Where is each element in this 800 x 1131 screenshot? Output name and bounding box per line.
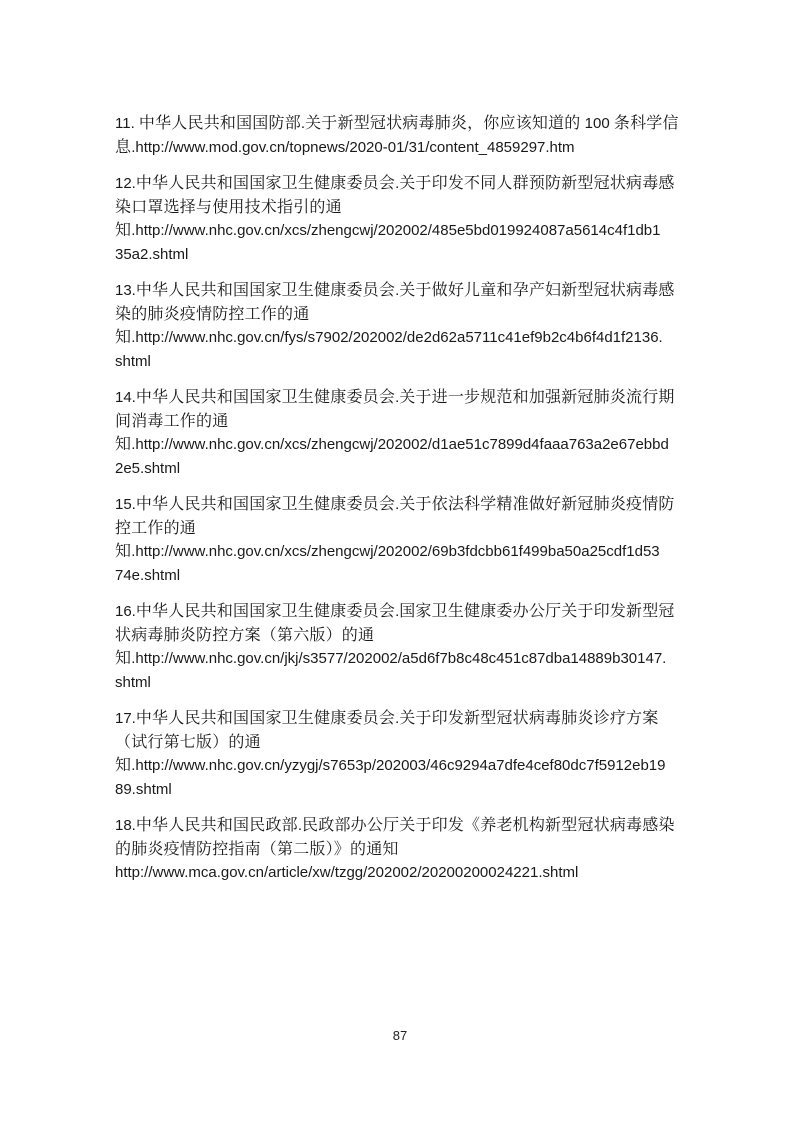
reference-line: 的肺炎疫情防控指南（第二版）》的通知: [115, 840, 399, 858]
reference-line: 知.http://www.nhc.gov.cn/yzygj/s7653p/202003/46c9294a7dfe4cef80dc7f5912eb19: [115, 757, 666, 774]
page-footer: [0, 1028, 800, 1043]
reference-line: 知.http://www.nhc.gov.cn/xcs/zhengcwj/202002/69b3fdcbb61f499ba50a25cdf1d53: [115, 543, 660, 560]
reference-line: 知.http://www.nhc.gov.cn/xcs/zhengcwj/202002/d1ae51c7899d4faaa763a2e67ebbd: [115, 436, 669, 453]
reference-line: 间消毒工作的通: [115, 412, 229, 430]
reference-line: shtml: [115, 352, 151, 370]
reference-item: [115, 814, 693, 885]
reference-item: [115, 386, 693, 480]
reference-line: 14.中华人民共和国国家卫生健康委员会.关于进一步规范和加强新冠肺炎流行期: [115, 389, 675, 406]
reference-line: 染口罩选择与使用技术指引的通: [115, 198, 342, 216]
reference-line: 35a2.shtml: [115, 245, 189, 263]
reference-line: 知.http://www.nhc.gov.cn/jkj/s3577/202002/a5d6f7b8c48c451c87dba14889b30147.: [115, 650, 667, 667]
reference-line: 12.中华人民共和国国家卫生健康委员会.关于印发不同人群预防新型冠状病毒感: [115, 175, 675, 192]
reference-line: 知.http://www.nhc.gov.cn/fys/s7902/202002/de2d62a5711c41ef9b2c4b6f4d1f2136.: [115, 329, 663, 346]
reference-line: 控工作的通: [115, 519, 197, 537]
reference-line: 11. 中华人民共和国国防部.关于新型冠状病毒肺炎，你应该知道的 100 条科学信: [115, 115, 679, 132]
reference-line: 74e.shtml: [115, 566, 181, 584]
reference-item: [115, 112, 693, 159]
reference-line: 18.中华人民共和国民政部.民政部办公厅关于印发《养老机构新型冠状病毒感染: [115, 817, 675, 834]
reference-line: 13.中华人民共和国国家卫生健康委员会.关于做好儿童和孕产妇新型冠状病毒感: [115, 282, 675, 299]
reference-line: 16.中华人民共和国国家卫生健康委员会.国家卫生健康委办公厅关于印发新型冠: [115, 603, 675, 620]
reference-line: 状病毒肺炎防控方案（第六版）的通: [115, 626, 375, 644]
reference-item: [115, 493, 693, 587]
reference-line: 息.http://www.mod.gov.cn/topnews/2020-01/31/content_4859297.htm: [115, 138, 575, 156]
reference-line: 89.shtml: [115, 780, 172, 798]
reference-line: 15.中华人民共和国国家卫生健康委员会.关于依法科学精准做好新冠肺炎疫情防: [115, 496, 675, 513]
reference-line: 17.中华人民共和国国家卫生健康委员会.关于印发新型冠状病毒肺炎诊疗方案: [115, 710, 659, 727]
reference-line: 染的肺炎疫情防控工作的通: [115, 305, 310, 323]
reference-line: 知.http://www.nhc.gov.cn/xcs/zhengcwj/202002/485e5bd019924087a5614c4f1db1: [115, 222, 661, 239]
reference-item: [115, 707, 693, 801]
reference-item: [115, 172, 693, 266]
reference-line: shtml: [115, 673, 151, 691]
reference-line: （试行第七版）的通: [115, 733, 261, 751]
reference-line: http://www.mca.gov.cn/article/xw/tzgg/202002/20200200024221.shtml: [115, 864, 579, 881]
page-number: 87: [392, 1028, 408, 1043]
reference-line: 2e5.shtml: [115, 459, 181, 477]
reference-item: [115, 279, 693, 373]
reference-item: [115, 600, 693, 694]
reference-list: [115, 112, 693, 898]
